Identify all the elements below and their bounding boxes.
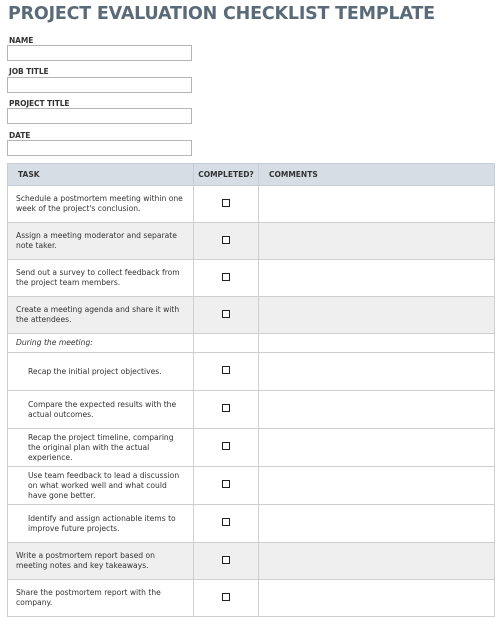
completed-cell	[194, 429, 259, 467]
checkbox[interactable]	[222, 236, 230, 244]
job-title-field[interactable]	[7, 77, 192, 93]
checkbox[interactable]	[222, 518, 230, 526]
checkbox[interactable]	[222, 310, 230, 318]
comment-cell[interactable]	[259, 223, 495, 260]
completed-cell	[194, 353, 259, 391]
comment-cell[interactable]	[259, 297, 495, 334]
table-header-row	[8, 164, 495, 186]
comments-column-header: COMMENTS	[259, 164, 495, 186]
task-column-header: TASK	[8, 164, 194, 186]
completed-cell	[194, 223, 259, 260]
completed-cell	[194, 186, 259, 223]
task-cell: Assign a meeting moderator and separate note taker.	[8, 223, 194, 260]
table-row	[8, 260, 495, 297]
checkbox[interactable]	[222, 199, 230, 207]
task-cell: Compare the expected results with the actual outcomes.	[8, 391, 194, 429]
comment-cell[interactable]	[259, 186, 495, 223]
task-cell: Use team feedback to lead a discussion on what worked well and what could have gone better.	[8, 467, 194, 505]
checkbox[interactable]	[222, 442, 230, 450]
task-cell: Identify and assign actionable items to improve future projects.	[8, 505, 194, 543]
completed-cell	[194, 391, 259, 429]
checkbox[interactable]	[222, 366, 230, 374]
comment-cell[interactable]	[259, 353, 495, 391]
checkbox[interactable]	[222, 480, 230, 488]
completed-cell	[194, 467, 259, 505]
comment-cell[interactable]	[259, 580, 495, 617]
completed-cell	[194, 505, 259, 543]
table-row	[8, 186, 495, 223]
comment-cell	[259, 334, 495, 353]
date-label: DATE	[9, 131, 31, 140]
table-row	[8, 543, 495, 580]
comment-cell[interactable]	[259, 505, 495, 543]
job-title-label: JOB TITLE	[9, 67, 49, 76]
completed-cell	[194, 334, 259, 353]
table-row	[8, 467, 495, 505]
completed-cell	[194, 260, 259, 297]
comment-cell[interactable]	[259, 391, 495, 429]
task-cell: Write a postmortem report based on meeting notes and key takeaways.	[8, 543, 194, 580]
name-label: NAME	[9, 36, 34, 45]
table-row	[8, 505, 495, 543]
task-cell: Recap the initial project objectives.	[8, 353, 194, 391]
comment-cell[interactable]	[259, 467, 495, 505]
comment-cell[interactable]	[259, 543, 495, 580]
date-field[interactable]	[7, 140, 192, 156]
task-cell: Send out a survey to collect feedback from the project team members.	[8, 260, 194, 297]
page-title: PROJECT EVALUATION CHECKLIST TEMPLATE	[8, 4, 435, 24]
table-row	[8, 580, 495, 617]
comment-cell[interactable]	[259, 429, 495, 467]
task-cell: Create a meeting agenda and share it with the attendees.	[8, 297, 194, 334]
comment-cell[interactable]	[259, 260, 495, 297]
completed-cell	[194, 580, 259, 617]
section-row	[8, 334, 495, 353]
name-field[interactable]	[7, 45, 192, 61]
checkbox[interactable]	[222, 404, 230, 412]
completed-cell	[194, 297, 259, 334]
project-title-label: PROJECT TITLE	[9, 99, 70, 108]
checkbox[interactable]	[222, 556, 230, 564]
table-row	[8, 429, 495, 467]
checkbox[interactable]	[222, 273, 230, 281]
table-row	[8, 391, 495, 429]
completed-cell	[194, 543, 259, 580]
table-row	[8, 223, 495, 260]
task-cell: Schedule a postmortem meeting within one week of the project's conclusion.	[8, 186, 194, 223]
checklist-table	[7, 163, 495, 617]
table-row	[8, 297, 495, 334]
task-cell: Share the postmortem report with the company.	[8, 580, 194, 617]
project-title-field[interactable]	[7, 108, 192, 124]
table-row	[8, 353, 495, 391]
task-cell: Recap the project timeline, comparing the original plan with the actual experience.	[8, 429, 194, 467]
completed-column-header: COMPLETED?	[194, 164, 259, 186]
section-label: During the meeting:	[8, 334, 194, 353]
checkbox[interactable]	[222, 593, 230, 601]
